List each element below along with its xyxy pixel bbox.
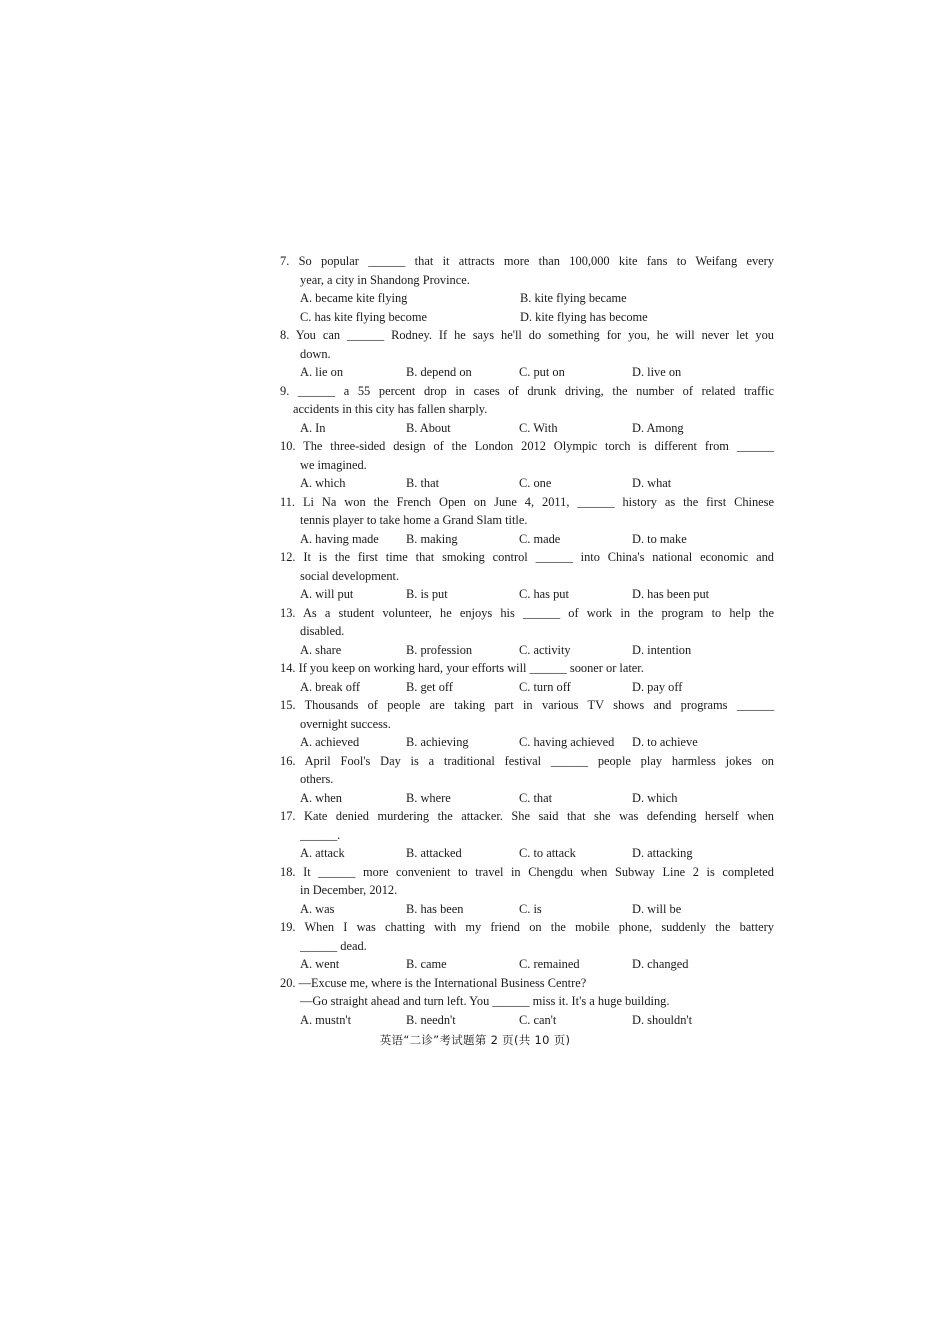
option-a: A. attack [300, 846, 345, 860]
option-b: B. has been [406, 901, 464, 916]
option-d: D. will be [632, 901, 682, 916]
options-row [280, 530, 774, 549]
option-a: A. share [300, 642, 342, 657]
question-9 [280, 382, 774, 438]
option-a: A. achieved [300, 735, 360, 749]
options-row [280, 585, 774, 604]
option-a: A. when [300, 790, 342, 805]
option-c: C. can't [519, 1012, 557, 1027]
option-c: C. that [519, 790, 553, 805]
options-row [280, 844, 774, 863]
question-stem: 8. You can ______ Rodney. If he says he'll do something for you, he will never let you [280, 328, 774, 342]
question-stem-continued: —Go straight ahead and turn left. You ______ miss it. It's a huge building. [300, 994, 670, 1008]
question-stem: 17. Kate denied murdering the attacker. She said that she was defending herself when [280, 809, 774, 823]
question-stem-continued: accidents in this city has fallen sharply. [293, 402, 488, 416]
option-c: C. With [519, 420, 558, 435]
option-d: D. to achieve [632, 735, 698, 749]
option-b: B. achieving [406, 735, 469, 749]
option-b: B. came [406, 957, 447, 971]
question-20 [280, 974, 774, 1030]
question-stem: 16. April Fool's Day is a traditional festival ______ people play harmless jokes on [280, 753, 774, 768]
option-d: D. to make [632, 531, 687, 546]
options-row [280, 474, 774, 493]
option-c: C. activity [519, 642, 571, 657]
option-a: A. became kite flying [300, 291, 408, 305]
option-c: C. to attack [519, 846, 576, 860]
question-14 [280, 659, 774, 696]
option-a: A. break off [300, 679, 360, 694]
question-stem-continued: in December, 2012. [300, 883, 398, 897]
question-17 [280, 807, 774, 863]
option-b: B. profession [406, 642, 473, 657]
option-a: A. having made [300, 531, 379, 546]
options-row [280, 733, 774, 752]
question-7 [280, 252, 774, 326]
option-c: C. has kite flying become [300, 309, 427, 324]
options-row [280, 789, 774, 808]
option-c: C. made [519, 531, 561, 546]
option-a: A. will put [300, 587, 354, 601]
question-stem: 12. It is the first time that smoking control ______ into China's national economic and [280, 550, 774, 564]
question-stem: 18. It ______ more convenient to travel in Chengdu when Subway Line 2 is completed [280, 864, 774, 879]
option-b: B. attacked [406, 846, 462, 860]
question-stem: 11. Li Na won the French Open on June 4, 2011, ______ history as the first Chinese [280, 494, 774, 509]
question-stem-continued: ______ dead. [300, 938, 367, 953]
page-footer: 英语“二诊”考试题第 2 页(共 10 页) [379, 1033, 571, 1047]
option-a: A. was [300, 901, 335, 916]
question-stem-continued: down. [300, 346, 331, 361]
options-row [280, 678, 774, 697]
option-d: D. kite flying has become [520, 309, 648, 324]
option-d: D. Among [632, 420, 684, 435]
question-stem: 10. The three-sided design of the London 2012 Olympic torch is different from ______ [280, 439, 774, 453]
option-a: A. In [300, 420, 326, 435]
option-d: D. has been put [632, 587, 710, 601]
option-d: D. what [632, 476, 672, 490]
option-b: B. where [406, 790, 451, 805]
option-d: D. shouldn't [632, 1012, 693, 1027]
option-d: D. which [632, 790, 678, 805]
option-d: D. live on [632, 365, 682, 379]
question-stem: 9. ______ a 55 percent drop in cases of drunk driving, the number of related traffic [280, 383, 774, 398]
options-row [280, 363, 774, 382]
question-stem: 19. When I was chatting with my friend on the mobile phone, suddenly the battery [280, 920, 774, 934]
question-19 [280, 918, 774, 974]
option-b: B. kite flying became [520, 291, 627, 305]
option-b: B. making [406, 531, 458, 546]
option-c: C. remained [519, 957, 580, 971]
question-10 [280, 437, 774, 493]
question-18 [280, 863, 774, 919]
question-stem-continued: disabled. [300, 624, 345, 638]
option-c: C. one [519, 476, 552, 490]
question-stem-continued: we imagined. [300, 457, 367, 472]
option-c: C. is [519, 901, 542, 916]
question-16 [280, 752, 774, 808]
option-b: B. is put [406, 587, 448, 601]
options-row [280, 419, 774, 438]
options-row [280, 289, 774, 308]
option-b: B. About [406, 420, 451, 435]
option-d: D. pay off [632, 679, 683, 694]
question-stem-continued: others. [300, 772, 334, 786]
option-d: D. attacking [632, 846, 693, 860]
question-stem: 13. As a student volunteer, he enjoys his ______ of work in the program to help the [280, 605, 774, 620]
question-stem: 14. If you keep on working hard, your efforts will ______ sooner or later. [280, 661, 644, 675]
option-b: B. needn't [406, 1012, 456, 1027]
option-a: A. went [300, 957, 340, 971]
option-b: B. that [406, 476, 440, 490]
question-stem-continued: tennis player to take home a Grand Slam title. [300, 513, 528, 527]
option-d: D. changed [632, 957, 689, 971]
exam-page [280, 252, 774, 1029]
option-c: C. turn off [519, 679, 571, 694]
question-stem-continued: overnight success. [300, 716, 391, 731]
option-c: C. put on [519, 365, 565, 379]
option-d: D. intention [632, 642, 692, 657]
options-row [280, 308, 774, 327]
question-12 [280, 548, 774, 604]
option-a: A. mustn't [300, 1012, 352, 1027]
option-b: B. depend on [406, 365, 472, 379]
question-stem: 15. Thousands of people are taking part in various TV shows and programs ______ [280, 698, 774, 712]
option-b: B. get off [406, 679, 453, 694]
question-11 [280, 493, 774, 549]
option-a: A. which [300, 476, 346, 490]
option-c: C. has put [519, 587, 569, 601]
question-15 [280, 696, 774, 752]
question-stem-continued: year, a city in Shandong Province. [300, 272, 470, 287]
question-13 [280, 604, 774, 660]
options-row [280, 955, 774, 974]
question-stem-continued: social development. [300, 568, 400, 583]
question-stem: 20. —Excuse me, where is the International Business Centre? [280, 975, 587, 990]
options-row [280, 1011, 774, 1030]
question-8 [280, 326, 774, 382]
options-row [280, 900, 774, 919]
options-row [280, 641, 774, 660]
option-a: A. lie on [300, 365, 344, 379]
question-stem-continued: ______. [300, 827, 341, 842]
question-stem: 7. So popular ______ that it attracts more than 100,000 kite fans to Weifang every [280, 254, 774, 268]
option-c: C. having achieved [519, 735, 615, 749]
